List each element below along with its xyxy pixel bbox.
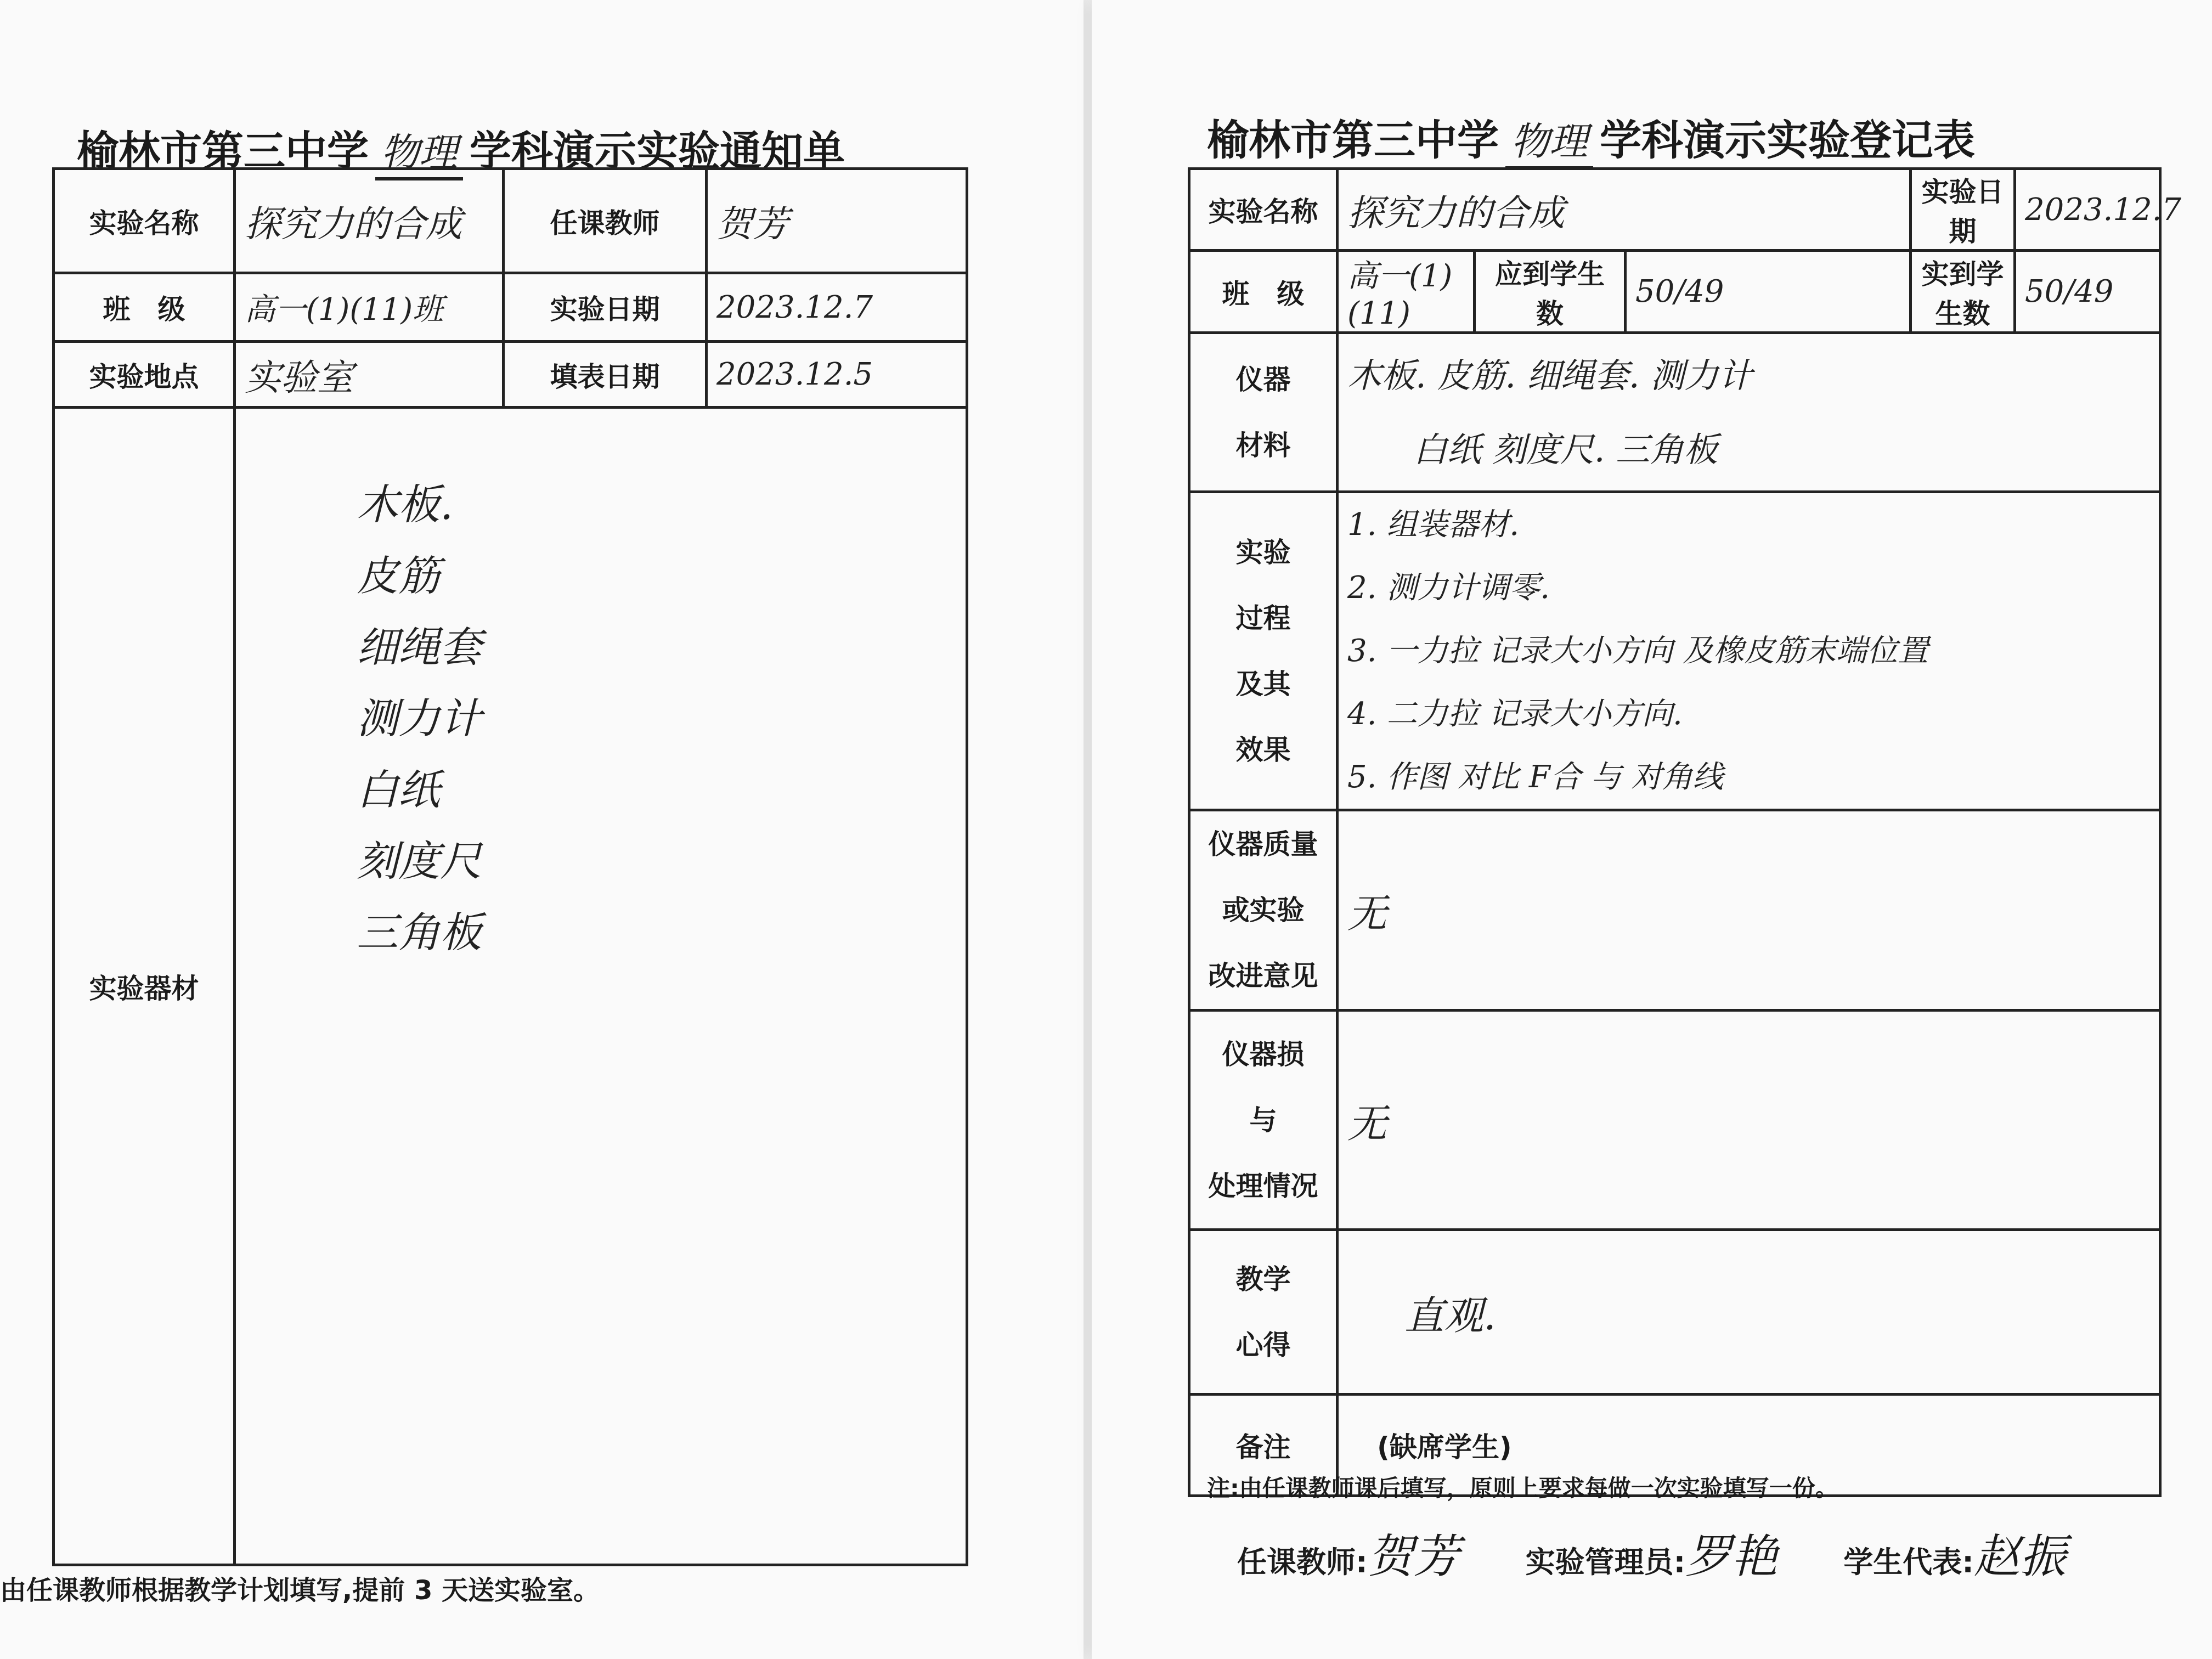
label-remark: 备注 (1189, 1395, 1338, 1496)
value-location: 实验室 (235, 342, 504, 408)
label-experience: 教学 心得 (1189, 1230, 1338, 1395)
title-school: 榆林市第三中学 (77, 127, 369, 176)
value-experience: 直观. (1338, 1230, 2160, 1395)
process-step: 1. 组装器材. (1347, 507, 1520, 543)
equipment-item: 测力计 (357, 694, 482, 743)
label-process: 实验 过程 及其 效果 (1189, 492, 1338, 810)
register-title (1207, 107, 1975, 170)
value-name: 探究力的合成 (235, 169, 504, 273)
label-class: 班 级 (1189, 251, 1338, 333)
materials-line: 木板. 皮筋. 细绳套. 测力计 (1347, 355, 1753, 396)
title-school: 榆林市第三中学 (1207, 116, 1499, 165)
row-name (54, 169, 967, 273)
register-table (1188, 167, 2182, 1497)
student-sign-label: 学生代表: (1843, 1545, 1974, 1579)
value-materials (1338, 333, 2160, 492)
equipment-item: 三角板 (357, 908, 482, 957)
label-materials: 仪器 材料 (1189, 333, 1338, 492)
notice-sheet (0, 0, 1084, 1659)
label-name: 实验名称 (1189, 169, 1338, 251)
title-subject: 物理 (1505, 111, 1593, 170)
label-class: 班 级 (54, 273, 235, 342)
row-materials (1189, 333, 2160, 492)
label-exp-date: 实验日期 (504, 273, 707, 342)
teacher-signature: 贺芳 (1367, 1530, 1460, 1583)
teacher-sign-label: 任课教师: (1237, 1545, 1368, 1579)
equipment-list (235, 408, 967, 1565)
row-location (54, 342, 967, 408)
value-quality: 无 (1338, 810, 2160, 1011)
label-fill-date: 填表日期 (504, 342, 707, 408)
register-note: 注:由任课教师课后填写，原则上要求每做一次实验填写一份。 (1207, 1475, 1838, 1502)
title-form-name: 学科演示实验登记表 (1600, 116, 1975, 165)
label-expected: 应到学生数 (1475, 251, 1626, 333)
value-expected: 50/49 (1626, 251, 1911, 333)
materials-line: 白纸 刻度尺. 三角板 (1413, 429, 1718, 470)
equipment-item: 皮筋 (357, 551, 440, 600)
value-exp-date: 2023.12.7 (707, 273, 967, 342)
label-damage: 仪器损 与 处理情况 (1189, 1011, 1338, 1230)
notice-footer: 由任课教师根据教学计划填写,提前 3 天送实验室。 (0, 1575, 600, 1606)
value-name: 探究力的合成 (1338, 169, 1911, 251)
equipment-item: 细绳套 (357, 623, 482, 672)
label-location: 实验地点 (54, 342, 235, 408)
label-name: 实验名称 (54, 169, 235, 273)
value-class: 高一(1)(11)班 (235, 273, 504, 342)
equipment-item: 木板. (357, 480, 454, 529)
admin-signature: 罗艳 (1685, 1530, 1778, 1583)
value-remark: (缺席学生) (1338, 1395, 2160, 1496)
row-experience (1189, 1230, 2160, 1395)
process-step: 3. 一力拉 记录大小方向 及橡皮筋末端位置 (1347, 633, 1928, 669)
register-sheet (1092, 0, 2212, 1659)
value-date: 2023.12.7 (2015, 169, 2160, 251)
student-signature: 赵振 (1973, 1530, 2066, 1583)
row-quality (1189, 810, 2160, 1011)
equipment-item: 白纸 (357, 765, 440, 814)
title-subject: 物理 (375, 122, 463, 180)
value-actual: 50/49 (2015, 251, 2160, 333)
value-class: 高一(1)(11) (1338, 251, 1475, 333)
process-step: 2. 测力计调零. (1347, 570, 1550, 606)
row-process (1189, 492, 2160, 810)
row-name (1189, 169, 2160, 251)
process-step: 5. 作图 对比 F合 与 对角线 (1347, 759, 1724, 795)
admin-sign-label: 实验管理员: (1525, 1545, 1686, 1579)
process-step: 4. 二力拉 记录大小方向. (1347, 696, 1683, 732)
label-date: 实验日期 (1911, 169, 2015, 251)
value-teacher: 贺芳 (707, 169, 967, 273)
label-teacher: 任课教师 (504, 169, 707, 273)
row-equipment (54, 408, 967, 1565)
label-equipment: 实验器材 (54, 408, 235, 1565)
equipment-item: 刻度尺 (357, 837, 482, 885)
title-form-name: 学科演示实验通知单 (470, 127, 845, 176)
row-damage (1189, 1011, 2160, 1230)
label-actual: 实到学生数 (1911, 251, 2015, 333)
process-steps (1338, 492, 2160, 810)
label-quality: 仪器质量 或实验 改进意见 (1189, 810, 1338, 1011)
value-damage: 无 (1338, 1011, 2160, 1230)
value-fill-date: 2023.12.5 (707, 342, 967, 408)
signature-row (1237, 1520, 2066, 1586)
row-class (1189, 251, 2160, 333)
notice-table (52, 167, 968, 1566)
row-class (54, 273, 967, 342)
